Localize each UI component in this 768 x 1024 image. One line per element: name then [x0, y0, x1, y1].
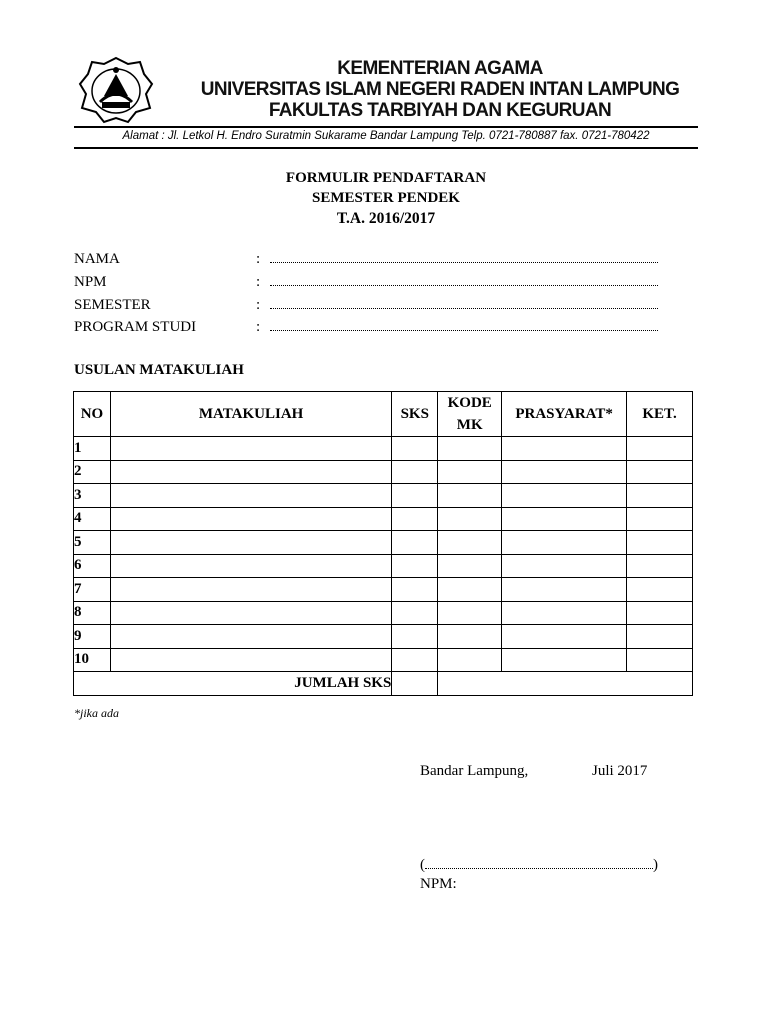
kode-mk-cell[interactable]: [438, 507, 502, 531]
kode-mk-cell[interactable]: [438, 460, 502, 484]
header-ket: KET.: [627, 392, 693, 437]
open-paren: (: [420, 857, 425, 873]
row-number: 2: [74, 460, 111, 484]
matakuliah-cell[interactable]: [110, 507, 391, 531]
matakuliah-cell[interactable]: [110, 554, 391, 578]
header-university: UNIVERSITAS ISLAM NEGERI RADEN INTAN LAMPUNG: [200, 79, 680, 100]
table-row: [74, 648, 693, 672]
table-row: [74, 507, 693, 531]
fill-line[interactable]: [270, 296, 658, 309]
kode-mk-cell[interactable]: [438, 484, 502, 508]
field-label: PROGRAM STUDI: [74, 319, 197, 335]
matakuliah-cell[interactable]: [110, 437, 391, 461]
table-row: [74, 601, 693, 625]
prasyarat-cell[interactable]: [502, 531, 627, 555]
prasyarat-cell[interactable]: [502, 648, 627, 672]
sks-cell[interactable]: [392, 625, 438, 649]
signature-fill-line[interactable]: [425, 856, 653, 869]
row-number: 7: [74, 578, 111, 602]
form-title: FORMULIR PENDAFTARAN: [285, 170, 487, 186]
table-row: [74, 437, 693, 461]
header-kode-mk: [438, 392, 502, 437]
ket-cell[interactable]: [627, 601, 693, 625]
row-number: 4: [74, 507, 111, 531]
form-subtitle: SEMESTER PENDEK: [312, 190, 460, 206]
ket-cell[interactable]: [627, 484, 693, 508]
sks-cell[interactable]: [392, 554, 438, 578]
table-row: [74, 625, 693, 649]
sks-cell[interactable]: [392, 601, 438, 625]
kode-mk-cell[interactable]: [438, 578, 502, 602]
field-label: NPM: [74, 274, 107, 290]
matakuliah-cell[interactable]: [110, 531, 391, 555]
field-semester: [74, 296, 658, 314]
header-ministry: KEMENTERIAN AGAMA: [337, 58, 543, 79]
field-colon: :: [256, 274, 261, 290]
total-sks-cell[interactable]: [392, 672, 438, 696]
table-row: [74, 531, 693, 555]
row-number: 3: [74, 484, 111, 508]
prasyarat-cell[interactable]: [502, 601, 627, 625]
matakuliah-cell[interactable]: [110, 484, 391, 508]
row-number: 6: [74, 554, 111, 578]
prasyarat-cell[interactable]: [502, 625, 627, 649]
signature-line: [420, 856, 658, 874]
ket-cell[interactable]: [627, 437, 693, 461]
kode-mk-cell[interactable]: [438, 648, 502, 672]
field-nama: [74, 250, 658, 268]
ket-cell[interactable]: [627, 625, 693, 649]
signature-npm: NPM:: [420, 876, 457, 892]
academic-year: T.A. 2016/2017: [336, 210, 436, 227]
field-npm: [74, 273, 658, 291]
sks-cell[interactable]: [392, 460, 438, 484]
table-header-row: [74, 392, 693, 437]
sks-cell[interactable]: [392, 578, 438, 602]
prasyarat-cell[interactable]: [502, 554, 627, 578]
prasyarat-cell[interactable]: [502, 437, 627, 461]
total-row: [74, 672, 693, 696]
sks-cell[interactable]: [392, 507, 438, 531]
signature-place: Bandar Lampung,: [420, 763, 529, 779]
prasyarat-cell[interactable]: [502, 578, 627, 602]
field-label: SEMESTER: [74, 297, 151, 313]
field-label: NAMA: [74, 251, 120, 267]
ket-cell[interactable]: [627, 507, 693, 531]
header-faculty: FAKULTAS TARBIYAH DAN KEGURUAN: [268, 100, 612, 121]
prasyarat-cell[interactable]: [502, 460, 627, 484]
matakuliah-cell[interactable]: [110, 578, 391, 602]
header-divider-bottom: [74, 147, 698, 149]
course-table: [73, 391, 693, 696]
table-row: [74, 460, 693, 484]
header-mk: MK: [456, 417, 483, 433]
header-no: NO: [74, 392, 111, 437]
ket-cell[interactable]: [627, 554, 693, 578]
total-label: JUMLAH SKS: [74, 672, 392, 696]
ket-cell[interactable]: [627, 578, 693, 602]
prasyarat-cell[interactable]: [502, 484, 627, 508]
matakuliah-cell[interactable]: [110, 625, 391, 649]
sks-cell[interactable]: [392, 484, 438, 508]
field-colon: :: [256, 319, 261, 335]
header-prasyarat: PRASYARAT*: [502, 392, 627, 437]
header-address: Alamat : Jl. Letkol H. Endro Suratmin Sukarame Bandar Lampung Telp. 0721-780887 fax. 0721-780422: [122, 130, 650, 142]
total-empty-cell: [438, 672, 693, 696]
close-paren: ): [653, 857, 658, 873]
row-number: 10: [74, 648, 111, 672]
row-number: 1: [74, 437, 111, 461]
sks-cell[interactable]: [392, 648, 438, 672]
header-matakuliah: MATAKULIAH: [110, 392, 391, 437]
signature-date: Juli 2017: [592, 763, 648, 779]
kode-mk-cell[interactable]: [438, 625, 502, 649]
fill-line[interactable]: [270, 250, 658, 263]
ket-cell[interactable]: [627, 531, 693, 555]
kode-mk-cell[interactable]: [438, 437, 502, 461]
sks-cell[interactable]: [392, 531, 438, 555]
university-seal-icon: [78, 56, 154, 126]
table-row: [74, 554, 693, 578]
kode-mk-cell[interactable]: [438, 601, 502, 625]
header-kode: KODE: [447, 395, 492, 411]
ket-cell[interactable]: [627, 648, 693, 672]
row-number: 9: [74, 625, 111, 649]
prasyarat-cell[interactable]: [502, 507, 627, 531]
header-divider-top: [74, 126, 698, 128]
row-number: 8: [74, 601, 111, 625]
matakuliah-cell[interactable]: [110, 601, 391, 625]
ket-cell[interactable]: [627, 460, 693, 484]
field-program-studi: [74, 318, 658, 336]
matakuliah-cell[interactable]: [110, 648, 391, 672]
row-number: 5: [74, 531, 111, 555]
fill-line[interactable]: [270, 273, 658, 286]
footnote: *jika ada: [74, 706, 119, 720]
sks-cell[interactable]: [392, 437, 438, 461]
kode-mk-cell[interactable]: [438, 531, 502, 555]
field-colon: :: [256, 251, 261, 267]
fill-line[interactable]: [270, 318, 658, 331]
table-row: [74, 578, 693, 602]
header-sks: SKS: [392, 392, 438, 437]
field-colon: :: [256, 297, 261, 313]
table-row: [74, 484, 693, 508]
section-title: USULAN MATAKULIAH: [74, 362, 244, 378]
kode-mk-cell[interactable]: [438, 554, 502, 578]
matakuliah-cell[interactable]: [110, 460, 391, 484]
